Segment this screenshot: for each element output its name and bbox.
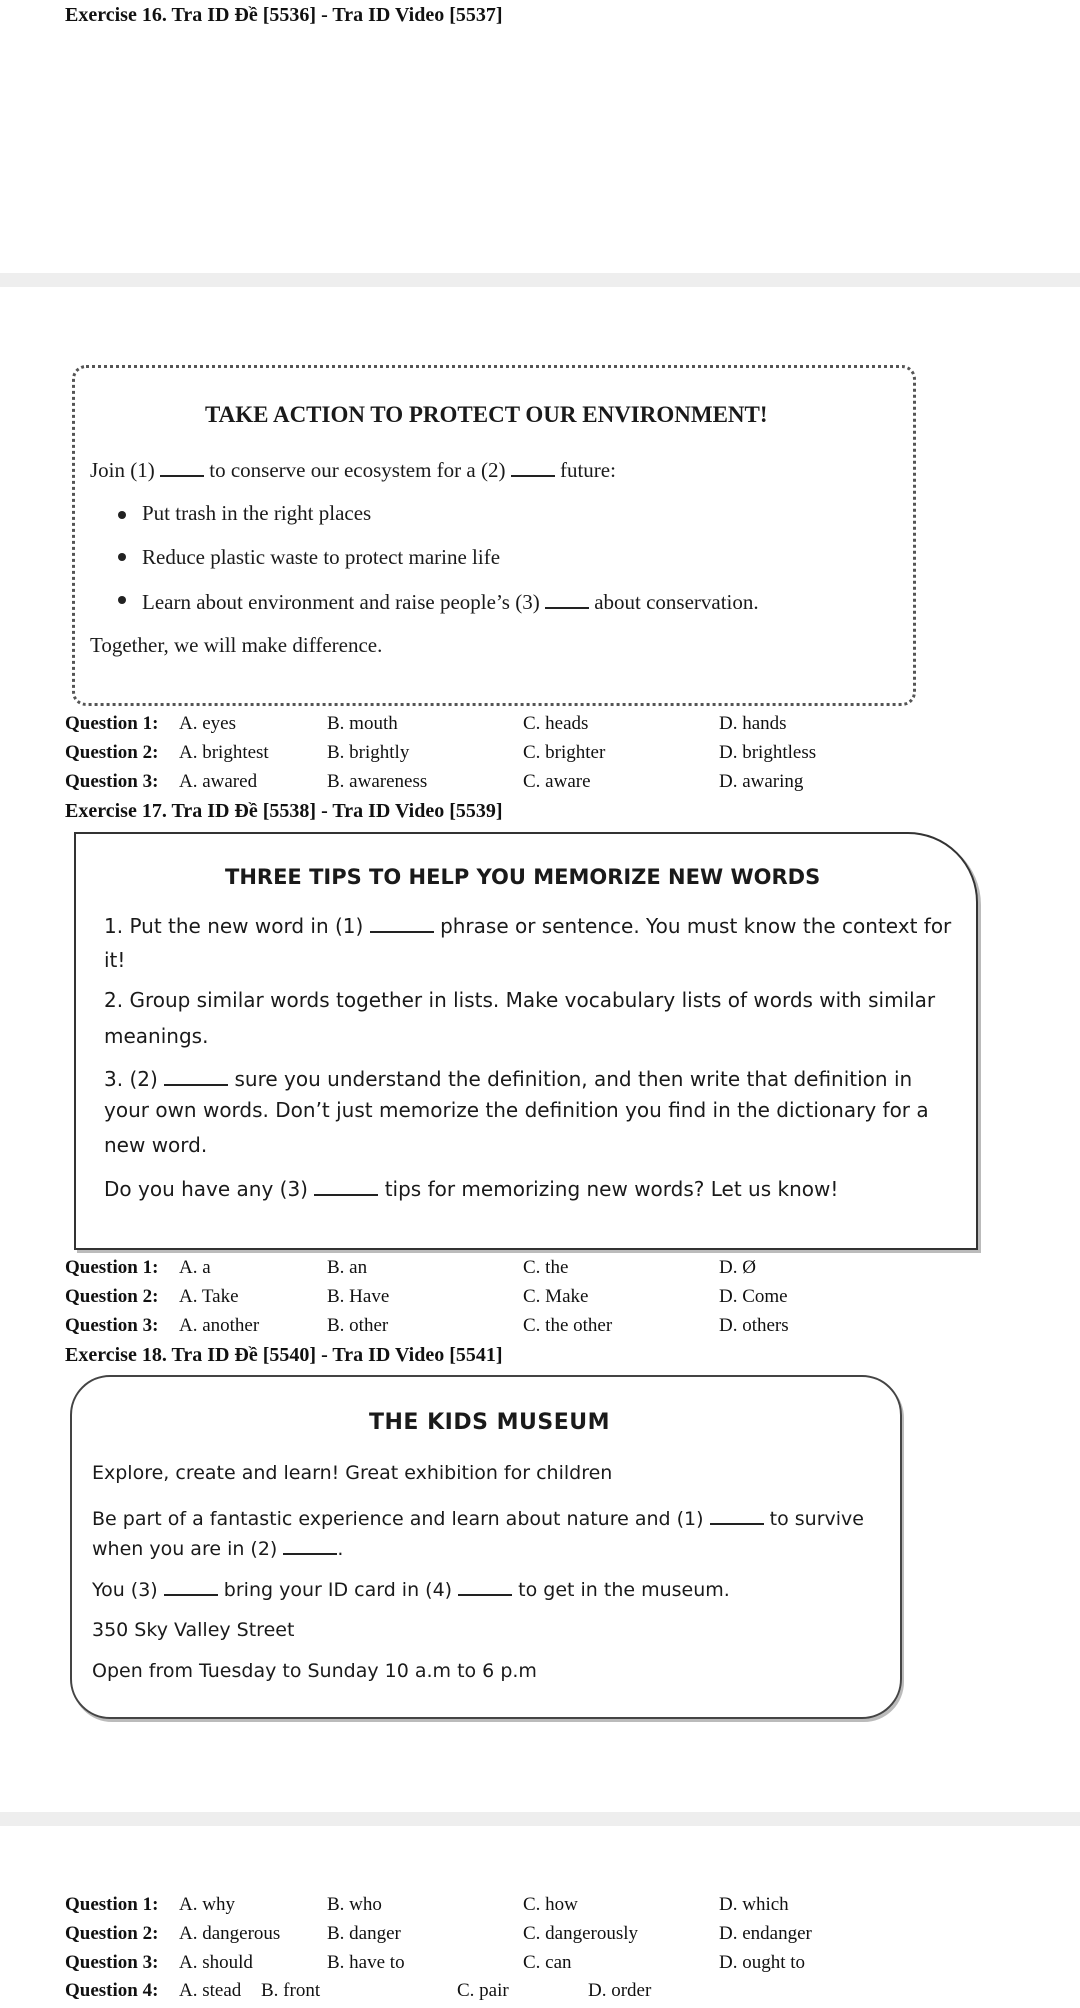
option-c[interactable]: C. brighter	[523, 742, 606, 763]
blank-4	[458, 1576, 512, 1596]
option-c[interactable]: C. the	[523, 1257, 569, 1278]
tips-question-part2: tips for memorizing new words? Let us know!	[384, 1177, 839, 1201]
museum-line-4-part3: to get in the museum.	[518, 1579, 730, 1601]
option-d[interactable]: D. endanger	[719, 1923, 812, 1944]
tip-2-line-1: 2. Group similar words together in lists. Make vocabulary lists of words with similar	[104, 988, 936, 1012]
museum-line-3-part2: .	[337, 1538, 344, 1560]
question-label: Question 2:	[65, 1286, 159, 1307]
option-b[interactable]: B. front	[261, 1980, 321, 2001]
question-row	[65, 1315, 1025, 1343]
tip-3-line-1	[104, 1066, 912, 1091]
blank-2	[511, 457, 555, 477]
option-a[interactable]: A. brightest	[179, 742, 269, 763]
option-a[interactable]: A. eyes	[179, 713, 236, 734]
option-b[interactable]: B. have to	[327, 1952, 405, 1973]
tip-1-part2: phrase or sentence. You must know the context for	[440, 914, 952, 938]
option-b[interactable]: B. who	[327, 1894, 382, 1915]
exercise-18-title: Exercise 18. Tra ID Đề [5540] - Tra ID Video [5541]	[65, 1344, 503, 1366]
question-row	[65, 713, 1025, 741]
museum-line-3-part1: when you are in (2)	[92, 1538, 278, 1560]
option-d[interactable]: D. Come	[719, 1286, 788, 1307]
question-label: Question 2:	[65, 742, 159, 763]
bullet-icon	[118, 553, 126, 561]
question-label: Question 2:	[65, 1923, 159, 1944]
option-c[interactable]: C. pair	[457, 1980, 509, 2001]
question-row	[65, 1894, 1025, 1922]
museum-line-2-part1: Be part of a fantastic experience and learn about nature and (1)	[92, 1508, 704, 1530]
option-d[interactable]: D. awaring	[719, 771, 804, 792]
question-row	[65, 1980, 1025, 2008]
option-b[interactable]: B. Have	[327, 1286, 390, 1307]
option-c[interactable]: C. Make	[523, 1286, 589, 1307]
option-a[interactable]: A. should	[179, 1952, 253, 1973]
notice-bullet-1: Put trash in the right places	[142, 501, 372, 525]
option-b[interactable]: B. danger	[327, 1923, 401, 1944]
blank-1	[710, 1505, 764, 1525]
option-d[interactable]: D. others	[719, 1315, 789, 1336]
bullet-icon	[118, 511, 126, 519]
notice-bullet-2: Reduce plastic waste to protect marine life	[142, 545, 501, 569]
option-c[interactable]: C. dangerously	[523, 1923, 639, 1944]
museum-line-1: Explore, create and learn! Great exhibition for children	[92, 1462, 613, 1484]
tip-1-line-2: it!	[104, 948, 126, 972]
question-row	[65, 1286, 1025, 1314]
notice-intro	[90, 457, 616, 483]
tip-3-part1: 3. (2)	[104, 1067, 158, 1091]
museum-line-4-part1: You (3)	[92, 1579, 158, 1601]
notice-bullet-3-part2: about conservation.	[594, 590, 759, 614]
question-label: Question 3:	[65, 1952, 159, 1973]
museum-heading: THE KIDS MUSEUM	[369, 1410, 610, 1435]
question-row	[65, 1923, 1025, 1951]
exercise-17-title: Exercise 17. Tra ID Đề [5538] - Tra ID Video [5539]	[65, 800, 503, 822]
blank-2	[164, 1066, 228, 1086]
option-a[interactable]: A. another	[179, 1315, 260, 1336]
question-row	[65, 771, 1025, 799]
option-b[interactable]: B. brightly	[327, 742, 410, 763]
blank-1	[160, 457, 204, 477]
option-d[interactable]: D. ought to	[719, 1952, 806, 1973]
option-c[interactable]: C. the other	[523, 1315, 613, 1336]
tips-question	[104, 1176, 838, 1201]
option-a[interactable]: A. a	[179, 1257, 211, 1278]
option-a[interactable]: A. stead	[179, 1980, 242, 2001]
notice-intro-part1: Join (1)	[90, 458, 155, 482]
notice-closing: Together, we will make difference.	[90, 633, 383, 657]
option-c[interactable]: C. aware	[523, 771, 591, 792]
option-b[interactable]: B. awareness	[327, 771, 428, 792]
museum-address: 350 Sky Valley Street	[92, 1619, 295, 1641]
bullet-icon	[118, 596, 126, 604]
option-a[interactable]: A. awared	[179, 771, 258, 792]
tip-2-line-2: meanings.	[104, 1024, 209, 1048]
option-d[interactable]: D. which	[719, 1894, 789, 1915]
museum-line-4-part2: bring your ID card in (4)	[223, 1579, 453, 1601]
question-row	[65, 742, 1025, 770]
option-c[interactable]: C. can	[523, 1952, 572, 1973]
option-a[interactable]: A. Take	[179, 1286, 239, 1307]
question-label: Question 4:	[65, 1980, 159, 2001]
museum-line-3	[92, 1535, 343, 1560]
blank-2	[283, 1535, 337, 1555]
question-label: Question 3:	[65, 1315, 159, 1336]
blank-3	[314, 1176, 378, 1196]
question-label: Question 1:	[65, 1257, 159, 1278]
tip-3-part2: sure you understand the definition, and then write that definition in	[234, 1067, 913, 1091]
tip-1-line-1	[104, 913, 951, 938]
tips-question-part1: Do you have any (3)	[104, 1177, 308, 1201]
museum-hours: Open from Tuesday to Sunday 10 a.m to 6 p.m	[92, 1660, 537, 1682]
option-a[interactable]: A. dangerous	[179, 1923, 281, 1944]
question-label: Question 3:	[65, 771, 159, 792]
museum-line-2	[92, 1505, 864, 1530]
notice-bullet-3-part1: Learn about environment and raise people’s (3)	[142, 590, 540, 614]
question-label: Question 1:	[65, 1894, 159, 1915]
option-c[interactable]: C. heads	[523, 713, 589, 734]
notice-intro-part2: to conserve our ecosystem for a (2)	[209, 458, 506, 482]
option-b[interactable]: B. other	[327, 1315, 389, 1336]
question-row	[65, 1952, 1025, 1980]
option-a[interactable]: A. why	[179, 1894, 235, 1915]
tips-heading: THREE TIPS TO HELP YOU MEMORIZE NEW WORDS	[225, 865, 821, 889]
question-label: Question 1:	[65, 713, 159, 734]
option-b[interactable]: B. an	[327, 1257, 368, 1278]
museum-line-2-part2: to survive	[769, 1508, 864, 1530]
blank-3	[164, 1576, 218, 1596]
notice-intro-part3: future:	[559, 458, 616, 482]
option-c[interactable]: C. how	[523, 1894, 578, 1915]
option-d[interactable]: D. brightless	[719, 742, 817, 763]
tip-3-line-2: your own words. Don’t just memorize the definition you find in the dictionary for a	[104, 1098, 929, 1122]
blank-1	[370, 913, 434, 933]
option-d[interactable]: D. hands	[719, 713, 787, 734]
option-b[interactable]: B. mouth	[327, 713, 398, 734]
notice-bullet-3	[142, 589, 759, 615]
option-d[interactable]: D. order	[588, 1980, 652, 2001]
notice-heading: TAKE ACTION TO PROTECT OUR ENVIRONMENT!	[205, 402, 768, 427]
museum-line-4	[92, 1576, 730, 1601]
option-d[interactable]: D. Ø	[719, 1257, 756, 1278]
tip-1-part1: 1. Put the new word in (1)	[104, 914, 364, 938]
blank-3	[545, 589, 589, 609]
exercise-16-title: Exercise 16. Tra ID Đề [5536] - Tra ID Video [5537]	[65, 4, 503, 26]
question-row	[65, 1257, 1025, 1285]
page-gap	[0, 1812, 1080, 1826]
tip-3-line-3: new word.	[104, 1133, 208, 1157]
page-gap	[0, 273, 1080, 287]
